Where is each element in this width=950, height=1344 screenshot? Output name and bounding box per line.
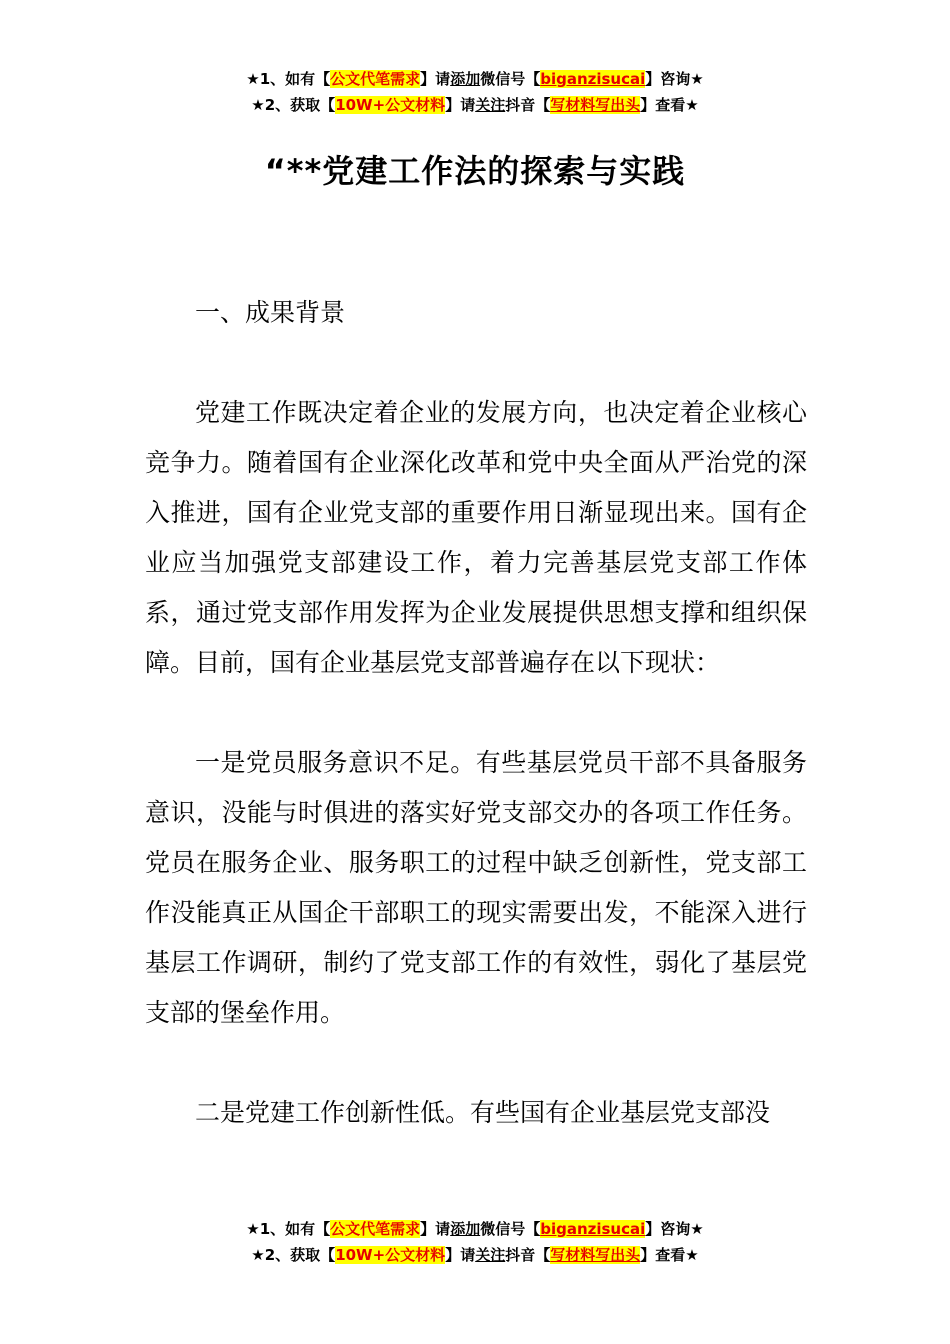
banner-text: 微信号【 bbox=[480, 70, 541, 88]
banner-underlined-text: 添加 bbox=[450, 70, 481, 88]
banner-highlight-service: 公文代笔需求 bbox=[330, 70, 421, 88]
paragraph: 党建工作既决定着企业的发展方向，也决定着企业核心竞争力。随着国有企业深化改革和党中央全面从严治党的深入推进，国有企业党支部的重要作用日渐显现出来。国有企业应当加强党支部建设工作，着力完善基层党支部工作体系，通过党支部作用发挥为企业发展提供思想支撑和组织保障。目前，国有企业基层党支部普遍存在以下现状： bbox=[145, 398, 807, 677]
banner-highlight-materials: 10W+公文材料 bbox=[335, 96, 446, 114]
banner-line-2 bbox=[0, 1242, 950, 1268]
document-title: “**党建工作法的探索与实践 bbox=[264, 152, 686, 190]
paragraph: 一是党员服务意识不足。有些基层党员干部不具备服务意识，没能与时俱进的落实好党支部交办的各项工作任务。党员在服务企业、服务职工的过程中缺乏创新性，党支部工作没能真正从国企干部职工的现实需要出发，不能深入进行基层工作调研，制约了党支部工作的有效性，弱化了基层党支部的堡垒作用。 bbox=[145, 748, 807, 1027]
banner-text: ★1、如有【 bbox=[246, 70, 331, 88]
banner-text: 微信号【 bbox=[480, 1220, 541, 1238]
banner-underlined-text: 关注 bbox=[475, 96, 506, 114]
banner-text: 】请 bbox=[420, 70, 451, 88]
banner-highlight-wechat-id: biganzisucai bbox=[540, 1220, 646, 1238]
banner-text: 】查看★ bbox=[640, 96, 699, 114]
banner-text: 】请 bbox=[420, 1220, 451, 1238]
banner-line-1 bbox=[0, 1216, 950, 1242]
banner-underlined-text: 添加 bbox=[450, 1220, 481, 1238]
banner-underlined-text: 关注 bbox=[475, 1246, 506, 1264]
banner-text: 】请 bbox=[445, 1246, 476, 1264]
paragraph-gap bbox=[145, 688, 807, 738]
banner-highlight-wechat-id: biganzisucai bbox=[540, 70, 646, 88]
section-heading: 一、成果背景 bbox=[195, 298, 346, 327]
banner-highlight-douyin: 写材料写出头 bbox=[550, 1246, 641, 1264]
banner-text: ★2、获取【 bbox=[251, 1246, 336, 1264]
banner-text: 抖音【 bbox=[505, 96, 551, 114]
paragraph: 二是党建工作创新性低。有些国有企业基层党支部没 bbox=[195, 1098, 771, 1127]
paragraph-gap bbox=[145, 338, 807, 388]
banner-highlight-service: 公文代笔需求 bbox=[330, 1220, 421, 1238]
banner-text: 】咨询★ bbox=[645, 1220, 704, 1238]
footer-banner bbox=[0, 1216, 950, 1268]
banner-text: 】咨询★ bbox=[645, 70, 704, 88]
banner-text: ★2、获取【 bbox=[251, 96, 336, 114]
paragraph-gap bbox=[145, 1038, 807, 1088]
banner-line-1 bbox=[0, 66, 950, 92]
banner-text: 】请 bbox=[445, 96, 476, 114]
banner-highlight-douyin: 写材料写出头 bbox=[550, 96, 641, 114]
banner-highlight-materials: 10W+公文材料 bbox=[335, 1246, 446, 1264]
banner-text: 抖音【 bbox=[505, 1246, 551, 1264]
banner-text: ★1、如有【 bbox=[246, 1220, 331, 1238]
header-banner bbox=[0, 66, 950, 118]
banner-line-2 bbox=[0, 92, 950, 118]
document-body bbox=[145, 288, 807, 1138]
banner-text: 】查看★ bbox=[640, 1246, 699, 1264]
